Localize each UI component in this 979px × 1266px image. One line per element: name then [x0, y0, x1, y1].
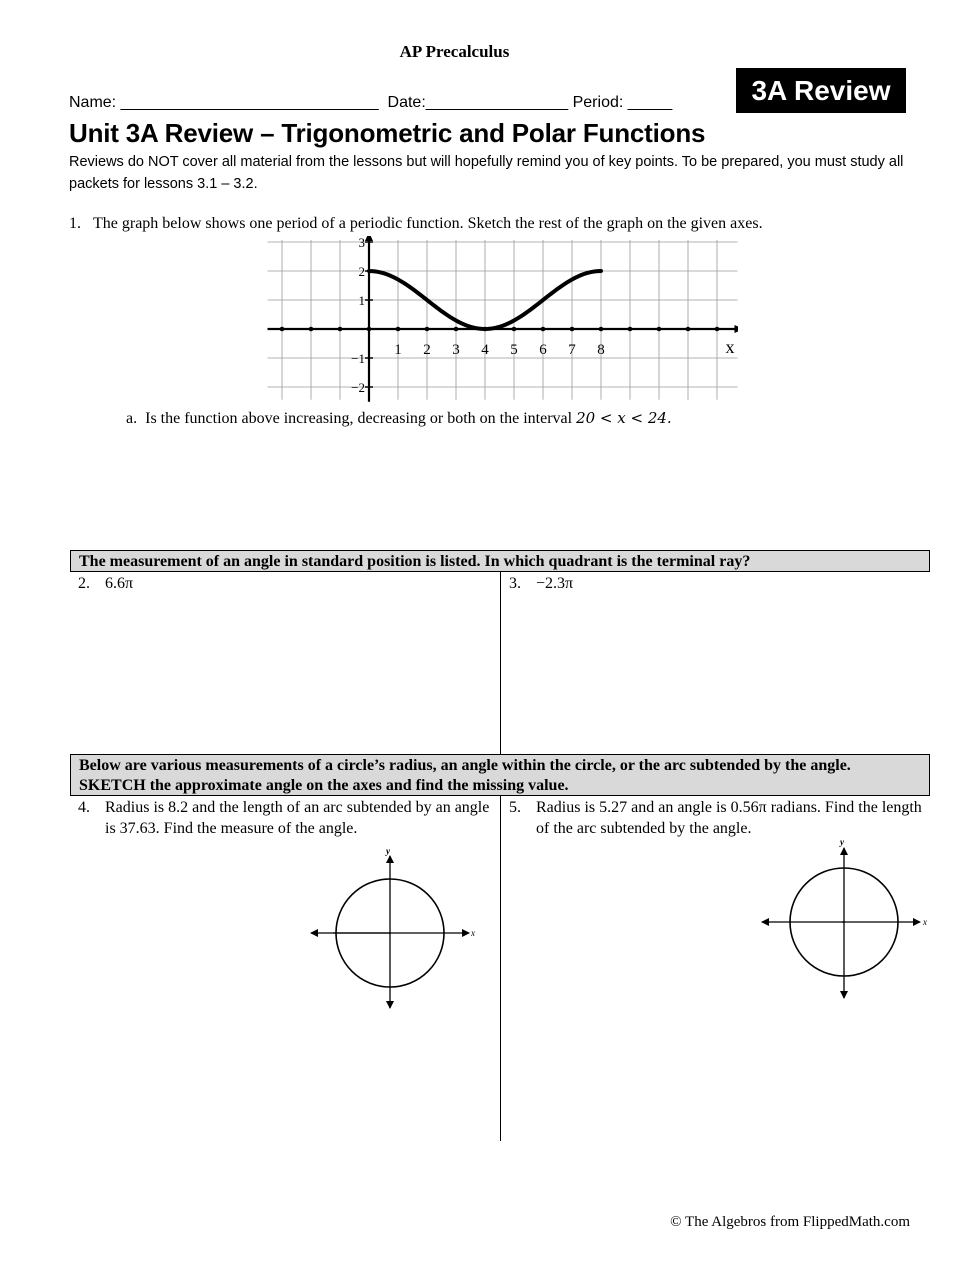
y-axis-label: y	[386, 846, 390, 856]
review-badge: 3A Review	[736, 68, 906, 113]
question-1-text: The graph below shows one period of a periodic function. Sketch the rest of the graph on the given axes.	[93, 215, 763, 232]
x-tick-label: 8	[597, 342, 605, 358]
x-tick-label: 7	[568, 342, 576, 358]
intro-text: Reviews do NOT cover all material from the lessons but will hopefully remind you of key points. To be prepared, you must study all packets for lessons 3.1 – 3.2.	[69, 154, 904, 192]
section-2-heading: Below are various measurements of a circle’s radius, an angle within the circle, or the arc subtended by the angle. SKETCH the approximate angle on the axes and find the missing value.	[70, 754, 930, 796]
x-tick-mark	[657, 327, 662, 332]
x-tick-mark	[309, 327, 314, 332]
x-tick-mark	[338, 327, 343, 332]
x-tick-label: 1	[394, 342, 402, 358]
copyright-footer: © The Algebros from FlippedMath.com	[670, 1214, 910, 1230]
date-label: Date:	[387, 94, 426, 111]
x-tick-label: 6	[539, 342, 547, 358]
periodic-function-graph	[262, 236, 738, 404]
x-tick-mark	[396, 327, 401, 332]
question-5-text: Radius is 5.27 and an angle is 0.56π radians. Find the length of the arc subtended by the angle.	[536, 799, 922, 837]
question-5-number: 5.	[509, 799, 521, 816]
x-tick-label: 5	[510, 342, 518, 358]
x-tick-mark	[425, 327, 430, 332]
question-1a	[126, 409, 672, 428]
y-tick-label: 1	[358, 293, 365, 308]
question-5-circle-axes[interactable]	[756, 834, 936, 1004]
y-axis-label: y	[840, 837, 844, 847]
date-blank[interactable]: ________________	[425, 94, 569, 111]
section-1-heading: The measurement of an angle in standard position is listed. In which quadrant is the terminal ray?	[70, 550, 930, 572]
question-4-text: Radius is 8.2 and the length of an arc subtended by an angle is 37.63. Find the measure of the angle.	[105, 799, 490, 837]
x-axis-title: x	[725, 337, 735, 357]
name-label: Name:	[69, 94, 117, 111]
x-tick-mark	[454, 327, 459, 332]
x-tick-mark	[541, 327, 546, 332]
period-label: Period:	[572, 94, 624, 111]
question-2-number: 2.	[78, 575, 90, 592]
x-tick-mark	[512, 327, 517, 332]
question-1	[69, 215, 763, 233]
period-blank[interactable]: _____	[627, 94, 673, 111]
student-info-line	[69, 94, 672, 112]
question-3-number: 3.	[509, 575, 521, 592]
x-tick-mark	[570, 327, 575, 332]
x-tick-mark	[686, 327, 691, 332]
question-1a-interval: 20 < x < 24.	[576, 409, 672, 427]
question-1-number: 1.	[69, 215, 81, 232]
course-title: AP Precalculus	[399, 42, 510, 61]
question-4-circle-axes[interactable]	[305, 842, 485, 1012]
x-tick-mark	[367, 327, 372, 332]
x-tick-mark	[280, 327, 285, 332]
x-axis-label: x	[471, 928, 475, 938]
x-tick-mark	[715, 327, 720, 332]
x-tick-label: 4	[481, 342, 489, 358]
x-axis-arrow	[735, 325, 739, 333]
page-title: Unit 3A Review – Trigonometric and Polar Functions	[69, 118, 706, 148]
x-tick-label: 3	[452, 342, 460, 358]
y-axis-arrow	[365, 236, 373, 241]
y-tick-label: 3	[358, 236, 365, 250]
x-tick-mark	[599, 327, 604, 332]
y-tick-label: 2	[358, 264, 365, 279]
question-1a-text: Is the function above increasing, decreasing or both on the interval	[145, 410, 577, 427]
question-1a-label: a.	[126, 410, 138, 427]
graph-axes	[268, 236, 739, 402]
section-2-divider	[500, 796, 501, 1141]
y-tick-label: −2	[351, 380, 365, 395]
x-tick-label: 2	[423, 342, 431, 358]
graph-ticks	[280, 242, 720, 387]
name-blank[interactable]: _____________________________	[120, 94, 379, 111]
y-tick-label: −1	[351, 351, 365, 366]
question-4-number: 4.	[78, 799, 90, 816]
x-axis-label: x	[923, 917, 927, 927]
section-1-divider	[500, 572, 501, 754]
graph-grid	[268, 240, 738, 400]
x-tick-mark	[628, 327, 633, 332]
